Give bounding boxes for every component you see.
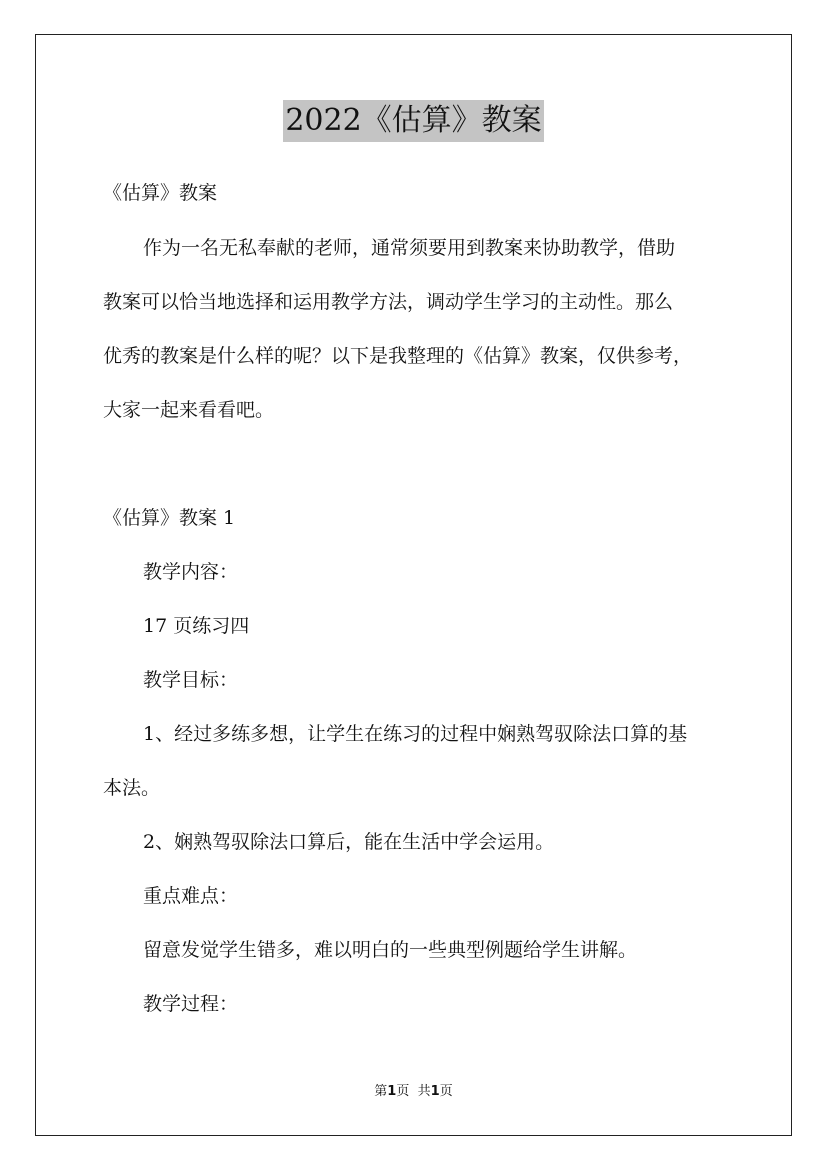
body-line: 留意发觉学生错多，难以明白的一些典型例题给学生讲解。	[143, 939, 638, 961]
intro-paragraph-line: 教案可以恰当地选择和运用教学方法，调动学生学习的主动性。那么	[103, 291, 674, 313]
page-label-suffix: 页	[396, 1084, 410, 1099]
section-heading: 《估算》教案 1	[103, 507, 236, 529]
body-line: 重点难点：	[143, 885, 239, 907]
document-subtitle: 《估算》教案	[103, 182, 218, 204]
page-number: 1	[387, 1084, 397, 1099]
document-title: 2022《估算》教案	[283, 100, 543, 142]
body-line: 本法。	[103, 777, 161, 799]
title-container	[0, 100, 827, 142]
body-line: 2、娴熟驾驭除法口算后，能在生活中学会运用。	[143, 831, 555, 853]
intro-paragraph-line: 作为一名无私奉献的老师，通常须要用到教案来协助教学，借助	[143, 237, 676, 259]
body-line: 教学内容：	[143, 561, 239, 583]
page-label-prefix: 第	[374, 1084, 388, 1099]
page-footer	[0, 1083, 827, 1101]
intro-paragraph-line: 大家一起来看看吧。	[103, 399, 275, 421]
body-line: 17 页练习四	[143, 615, 250, 637]
body-line: 教学目标：	[143, 669, 239, 691]
intro-paragraph-line: 优秀的教案是什么样的呢？以下是我整理的《估算》教案，仅供参考，	[103, 345, 693, 367]
total-label-suffix: 页	[439, 1084, 453, 1099]
total-label-prefix: 共	[417, 1084, 431, 1099]
body-line: 1、经过多练多想，让学生在练习的过程中娴熟驾驭除法口算的基	[143, 723, 688, 745]
body-line: 教学过程：	[143, 993, 239, 1015]
total-pages: 1	[430, 1084, 440, 1099]
